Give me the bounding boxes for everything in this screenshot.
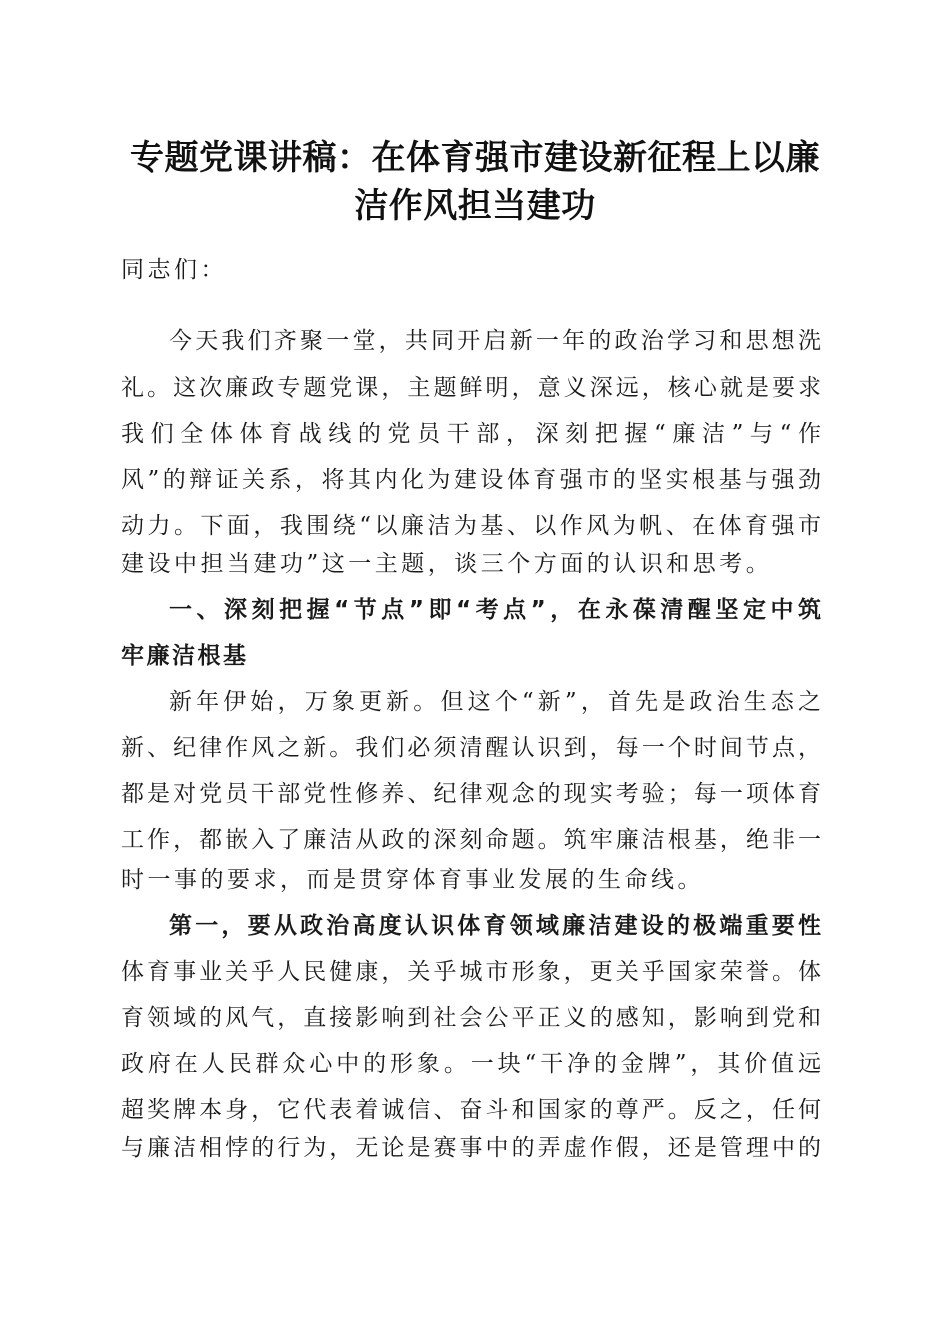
salutation: 同志们： [121,257,227,283]
point-heading: 第一，要从政治高度认识体育领域廉洁建设的极端重要性 [169,913,821,939]
intro-line: 风”的辩证关系，将其内化为建设体育强市的坚实根基与强劲 [121,467,821,493]
section-paragraph-line: 工作，都嵌入了廉洁从政的深刻命题。筑牢廉洁根基，绝非一 [121,827,821,853]
point-paragraph-line: 与廉洁相悖的行为，无论是赛事中的弄虚作假，还是管理中的 [121,1135,821,1161]
section-paragraph-line: 时一事的要求，而是贯穿体育事业发展的生命线。 [121,867,704,893]
intro-line: 今天我们齐聚一堂，共同开启新一年的政治学习和思想洗 [169,328,821,354]
document-title-line-1: 专题党课讲稿：在体育强市建设新征程上以廉 [130,138,820,178]
section-heading-line: 一、深刻把握“节点”即“考点”，在永葆清醒坚定中筑 [169,597,821,623]
section-heading-line: 牢廉洁根基 [121,643,249,669]
intro-line: 我们全体体育战线的党员干部，深刻把握“廉洁”与“作 [121,421,821,447]
section-paragraph-line: 新、纪律作风之新。我们必须清醒认识到，每一个时间节点， [121,735,821,761]
section-paragraph-line: 新年伊始，万象更新。但这个“新”，首先是政治生态之 [169,689,821,715]
section-paragraph-line: 都是对党员干部党性修养、纪律观念的现实考验；每一项体育 [121,781,821,807]
point-paragraph-line: 体育事业关乎人民健康，关乎城市形象，更关乎国家荣誉。体 [121,959,821,985]
document-title-line-2: 洁作风担当建功 [354,186,596,226]
point-paragraph-line: 超奖牌本身，它代表着诚信、奋斗和国家的尊严。反之，任何 [121,1097,821,1123]
intro-line: 建设中担当建功”这一主题，谈三个方面的认识和思考。 [121,551,773,577]
point-paragraph-line: 育领域的风气，直接影响到社会公平正义的感知，影响到党和 [121,1005,821,1031]
point-paragraph-line: 政府在人民群众心中的形象。一块“干净的金牌”，其价值远 [121,1051,821,1077]
intro-line: 礼。这次廉政专题党课，主题鲜明，意义深远，核心就是要求 [121,375,821,401]
intro-line: 动力。下面，我围绕“以廉洁为基、以作风为帆、在体育强市 [121,513,821,539]
